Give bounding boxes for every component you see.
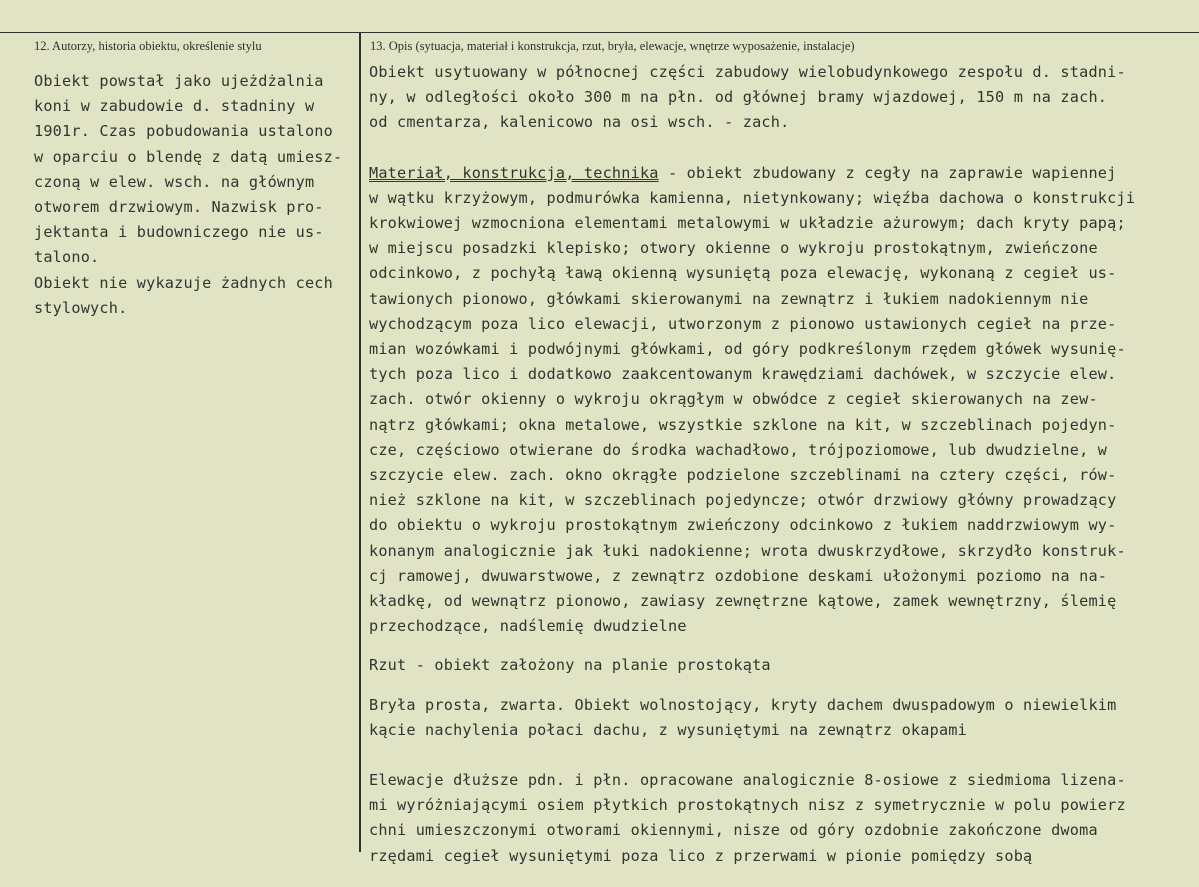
text-line: szczycie elew. zach. okno okrągłe podzielone szczeblinami na cztery części, rów- [369,466,1117,485]
text-line: wychodzącym poza lico elewacji, utworzonym z pionowo ustawionych cegieł na prze- [369,314,1117,333]
text-line: nież szklone na kit, w szczeblinach pojedyncze; otwór drzwiowy główny prowadzący [369,491,1117,510]
text-line: 1901r. Czas pobudowania ustalono [34,122,333,141]
material-text: - obiekt zbudowany z cegły na zaprawie wapiennej [658,163,1117,182]
text-line: mi wyróżniającymi osiem płytkich prostokątnych nisz z symetrycznie w polu powierz [369,796,1126,815]
header-rule [0,32,1199,33]
text-line: jektanta i budowniczego nie us- [34,223,324,242]
text-line: kącie nachylenia połaci dachu, z wysuniętymi na zewnątrz okapami [369,720,967,739]
text-line: cze, częściowo otwierane do środka wachadłowo, trójpoziomowe, lub dwudzielne, w [369,440,1108,459]
text-line: konanym analogicznie jak łuki nadokienne; wrota dwuskrzydłowe, skrzydło konstruk- [369,541,1126,560]
text-line: odcinkowo, z pochyłą ławą okienną wysuniętą poza elewację, wykonaną z cegieł us- [369,264,1117,283]
material-heading: Materiał, konstrukcja, technika [369,163,659,182]
column-divider [359,32,361,852]
text-line: przechodzące, nadślemię dwudzielne [369,617,687,636]
text-line: nątrz główkami; okna metalowe, wszystkie szklone na kit, w szczeblinach pojedyn- [369,415,1117,434]
text-line: zach. otwór okienny o wykroju okrągłym w obwódce z cegieł skierowanych na zew- [369,390,1098,409]
text-line: Obiekt usytuowany w północnej części zabudowy wielobudynkowego zespołu d. stadni- [369,63,1126,81]
text-line: koni w zabudowie d. stadniny w [34,97,315,116]
text-line: Elewacje dłuższe pdn. i płn. opracowane analogicznie 8-osiowe z siedmioma lizena- [369,771,1126,790]
text-line: w wątku krzyżowym, podmurówka kamienna, nietynkowany; więźba dachowa o konstrukcji [369,188,1136,207]
text-line: krokwiowej wzmocniona elementami metalowymi w układzie ażurowym; dach kryty papą; [369,214,1126,233]
text-line: tych poza lico i dodatkowo zaakcentowanym krawędziami dachówek, w szczycie elew. [369,365,1117,384]
section-12-header: 12. Autorzy, historia obiektu, określenie stylu [34,39,262,53]
text-line: cj ramowej, dwuwarstwowe, z zewnątrz ozdobione deskami ułożonymi poziomo na na- [369,566,1108,585]
text-line: chni umieszczonymi otworami okiennymi, nisze od góry ozdobnie zakończone dwoma [369,821,1098,840]
authors-history-text [34,69,342,321]
text-line: mian wozówkami i podwójnymi główkami, od góry podkreślonym rzędem główek wysunię- [369,340,1126,359]
text-line: otworem drzwiowym. Nazwisk pro- [34,198,324,217]
text-line: od cmentarza, kalenicowo na osi wsch. - zach. [369,113,790,132]
section-13-header: 13. Opis (sytuacja, materiał i konstrukcja, rzut, bryła, elewacje, wnętrze wyposażenie, instalacje) [370,39,855,53]
text-line: talono. [34,248,100,267]
rzut-line: Rzut - obiekt założony na planie prostokąta [369,656,771,675]
text-line: do obiektu o wykroju prostokątnym zwieńczony odcinkowo z łukiem naddrzwiowym wy- [369,516,1117,535]
text-line: Obiekt powstał jako ujeżdżalnia [34,72,324,90]
text-line: Bryła prosta, zwarta. Obiekt wolnostojący, kryty dachem dwuspadowym o niewielkim [369,695,1117,714]
text-line: Obiekt nie wykazuje żadnych cech [34,273,333,292]
text-line [369,161,1135,186]
text-line: rzędami cegieł wysuniętymi poza lico z przerwami w pionie pomiędzy sobą [369,846,1033,865]
text-line: ny, w odległości około 300 m na płn. od głównej bramy wjazdowej, 150 m na zach. [369,88,1108,107]
text-line: tawionych pionowo, główkami skierowanymi na zewnątrz i łukiem nadokiennym nie [369,289,1089,308]
text-line: w miejscu posadzki klepisko; otwory okienne o wykroju prostokątnym, zwieńczone [369,239,1098,258]
text-line: stylowych. [34,298,128,317]
text-line: czoną w elew. wsch. na głównym [34,172,315,191]
text-line: kładkę, od wewnątrz pionowo, zawiasy zewnętrzne kątowe, zamek wewnętrzny, ślemię [369,592,1117,611]
text-line: w oparciu o blendę z datą umiesz- [34,147,343,166]
description-text [369,60,1135,869]
